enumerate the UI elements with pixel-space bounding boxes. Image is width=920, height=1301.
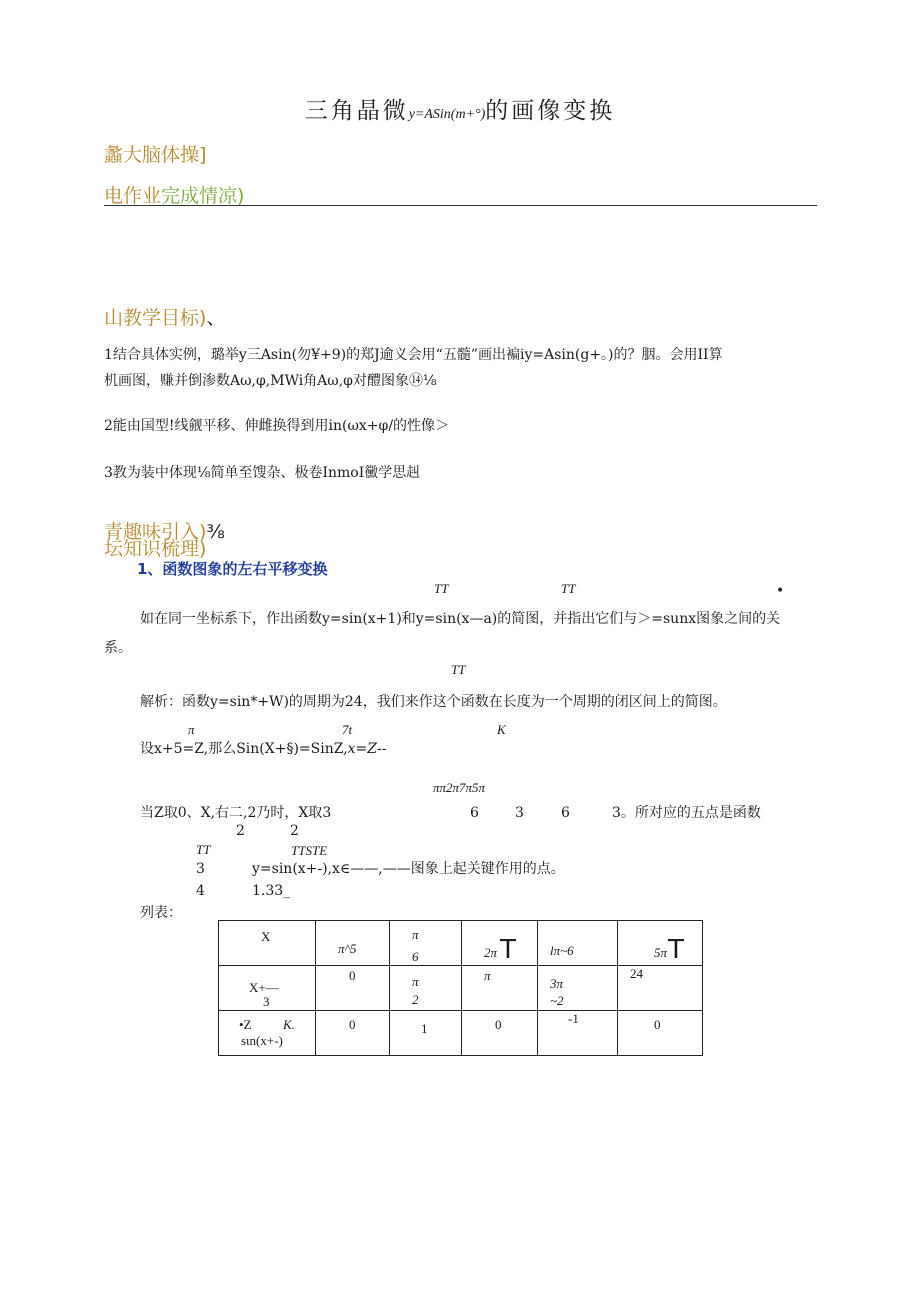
number-3: 3 (196, 861, 205, 877)
table-cell (618, 921, 703, 966)
when-text: 当Z取0、X,右二,2乃时，X取3 (140, 805, 332, 821)
sub-2a: 2 (236, 823, 245, 839)
goal-3: 3教为装中体现⅛简单至馊杂、极卷InmoI黴学思赳 (104, 465, 421, 481)
section-homework-b: 完成情凉) (161, 185, 245, 207)
table-cell (316, 921, 390, 966)
section-knowledge: 坛知识梳理) (104, 538, 207, 560)
row1-c3-a: 2π (484, 945, 498, 960)
goal-2: 2能由国型!线觎平移、伸雌换得到用in(ωx+φ/的性像＞ (104, 418, 450, 434)
tt-mark-4: TT (196, 842, 211, 857)
pi-label: π (188, 722, 195, 737)
problem-line-1: 如在同一坐标系下，作出函数y=sin(x+1)和y=sin(x—a)的简图，并指出它们与＞=sunx图象之间的关 (140, 611, 781, 627)
substitution-line (140, 739, 386, 759)
section-intro-suffix: ⅜ (206, 521, 225, 543)
problem-line-2: 系。 (104, 640, 132, 656)
goal-1-line-2: 机画图，赚并倒渗数Aω,φ,MWi角Aω,φ对醴图象⑭⅛ (104, 373, 437, 389)
row3-c5: 0 (654, 1017, 661, 1032)
function-line: y=sin(x+-),x∈——,——图象上起关键作用的点。 (252, 861, 565, 877)
topic-1-heading: 1、函数图象的左右平移变换 (137, 560, 328, 578)
five-points-text: 3。所对应的五点是函数 (612, 805, 761, 821)
row2-c4-top: 3π (550, 976, 564, 991)
section-warmup: 蠡大脑体操] (104, 144, 207, 166)
value-table (218, 920, 703, 1056)
value-6a: 6 (470, 805, 479, 821)
row1-c4: lπ~6 (550, 943, 574, 958)
section-homework-a: 电作业 (104, 185, 162, 207)
seven-t-label: 7t (342, 722, 353, 737)
table-cell (390, 966, 462, 1011)
title-main-a: 三角晶微 (304, 98, 409, 124)
table-cell (538, 921, 618, 966)
table-cell (219, 966, 316, 1011)
row3-c3: 0 (495, 1017, 502, 1032)
row2-c1: 0 (349, 968, 356, 983)
row3-header-c: sιn(x+-) (241, 1033, 283, 1048)
row3-c4: -1 (568, 1011, 579, 1026)
row1-c3-b: T (500, 935, 516, 965)
section-goals (104, 303, 225, 330)
row1-header: X (261, 929, 271, 944)
row1-c5-a: 5π (654, 945, 668, 960)
header-divider (104, 205, 817, 206)
sub-2b: 2 (290, 823, 299, 839)
table-cell (316, 966, 390, 1011)
number-133: 1.33_ (252, 883, 291, 899)
tt-mark-1: TT (434, 581, 449, 596)
row3-c2: 1 (421, 1021, 428, 1036)
table-cell (538, 966, 618, 1011)
value-3: 3 (515, 805, 524, 821)
page-title (0, 92, 920, 125)
row3-header-a: •Z (239, 1017, 252, 1032)
row1-c5-b: T (668, 935, 684, 965)
row1-c2-top: π (412, 927, 419, 942)
table-cell (219, 921, 316, 966)
substitution-text: 设x+5=Z,那么Sin(X+§)=SinZ, (140, 741, 348, 757)
row1-c2-bot: 6 (412, 949, 419, 964)
solution-text: 解析：函数y=sin*+W)的周期为24，我们来作这个函数在长度为一个周期的闭区间上的简图。 (140, 694, 727, 710)
tts-mark: TTSTE (291, 843, 328, 858)
row2-c5: 24 (630, 966, 643, 981)
row3-c1: 0 (349, 1017, 356, 1032)
table-row (219, 1011, 703, 1056)
title-main-b: 的画像变换 (485, 98, 616, 124)
table-cell (390, 1011, 462, 1056)
list-label: 列表： (140, 905, 182, 921)
table-cell (618, 966, 703, 1011)
row2-header-bot: 3 (263, 994, 270, 1009)
substitution-tail: x=Z-- (347, 741, 387, 757)
section-homework (104, 181, 244, 208)
table-cell (219, 1011, 316, 1056)
table-cell (618, 1011, 703, 1056)
k-label: K (497, 722, 506, 737)
table-cell (462, 966, 538, 1011)
goal-1-line-1: 1结合具体实例，璐举y三Asin(勿¥+9)的郑J逾义会用“五髓”画出褊iy=Asin(g+。)的？胭。会用II算 (104, 347, 723, 363)
table-row (219, 966, 703, 1011)
tt-mark-3: TT (451, 662, 466, 677)
table-row (219, 921, 703, 966)
bullet-mark: • (776, 583, 785, 599)
pi-series: ππ2π7π5π (433, 780, 486, 795)
table-cell (462, 921, 538, 966)
number-4: 4 (196, 883, 205, 899)
section-goals-label: 山教学目标) (104, 307, 207, 329)
table-cell (316, 1011, 390, 1056)
row3-header-b: K. (283, 1017, 295, 1032)
row2-header-top: X+— (249, 980, 279, 995)
row2-c2-top: π (412, 974, 419, 989)
row2-c4-bot: ~2 (550, 993, 564, 1008)
section-goals-suffix: 、 (206, 307, 226, 329)
tt-mark-2: TT (561, 581, 576, 596)
row2-c3: π (484, 968, 491, 983)
table-cell (390, 921, 462, 966)
title-formula: y=ASin(m+°) (408, 107, 486, 122)
row2-c2-bot: 2 (412, 992, 419, 1007)
section-intro-label: 青趣味引入) (104, 521, 207, 543)
value-6b: 6 (561, 805, 570, 821)
table-cell (538, 1011, 618, 1056)
row1-c1: π^5 (338, 941, 357, 956)
table-cell (462, 1011, 538, 1056)
